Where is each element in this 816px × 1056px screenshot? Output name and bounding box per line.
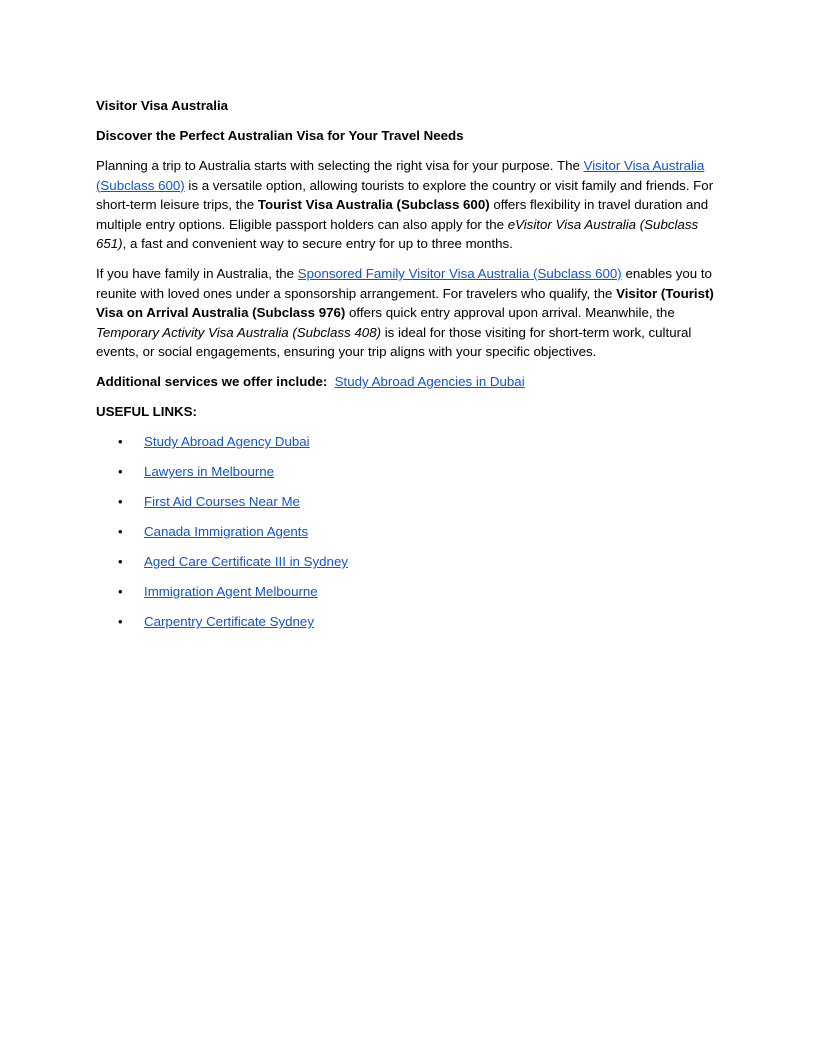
temporary-activity-visa-italic: Temporary Activity Visa Australia (Subclass 408) — [96, 324, 382, 340]
bullet-icon: • — [118, 584, 123, 599]
additional-services-label: Additional services we offer include: — [96, 374, 328, 389]
document-page — [96, 96, 720, 642]
paragraph-text: offers quick entry approval upon arrival. Meanwhile, the — [345, 305, 675, 320]
bullet-icon: • — [118, 524, 123, 539]
paragraph-text: is ideal for those visiting for short-term work, cultural events, or social engagements, ensuring your trip aligns with your specific objectives. — [96, 324, 692, 359]
list-item — [96, 612, 720, 642]
evisitor-visa-italic: eVisitor Visa Australia (Subclass 651) — [96, 216, 699, 251]
list-item — [96, 432, 720, 462]
useful-link[interactable]: Canada Immigration Agents — [144, 524, 309, 539]
additional-services — [96, 372, 720, 392]
list-item — [96, 522, 720, 552]
list-item — [96, 582, 720, 612]
useful-link[interactable]: First Aid Courses Near Me — [144, 494, 300, 509]
paragraph-family — [96, 264, 720, 362]
paragraph-text: Planning a trip to Australia starts with selecting the right visa for your purpose. The — [96, 158, 584, 173]
useful-links-heading: USEFUL LINKS: — [96, 404, 197, 419]
paragraph-text: offers flexibility in travel duration and multiple entry options. Eligible passport holders can also apply for the — [96, 197, 709, 232]
bullet-icon: • — [118, 614, 123, 629]
useful-link[interactable]: Study Abroad Agency Dubai — [144, 434, 310, 449]
list-item — [96, 492, 720, 522]
bullet-icon: • — [118, 554, 123, 569]
useful-link[interactable]: Immigration Agent Melbourne — [144, 584, 318, 599]
bullet-icon: • — [118, 464, 123, 479]
paragraph-text: If you have family in Australia, the — [96, 266, 298, 281]
study-abroad-agencies-link[interactable]: Study Abroad Agencies in Dubai — [334, 374, 525, 389]
document-title: Visitor Visa Australia — [96, 98, 229, 113]
tourist-visa-bold: Tourist Visa Australia (Subclass 600) — [257, 197, 490, 212]
useful-links-list — [96, 432, 720, 642]
visitor-visa-link[interactable]: Visitor Visa Australia (Subclass 600) — [96, 158, 705, 193]
useful-link[interactable]: Lawyers in Melbourne — [144, 464, 275, 479]
visa-on-arrival-bold: Visitor (Tourist) Visa on Arrival Australia (Subclass 976) — [96, 285, 714, 320]
bullet-icon: • — [118, 434, 123, 449]
list-item — [96, 462, 720, 492]
sponsored-family-visa-link[interactable]: Sponsored Family Visitor Visa Australia (Subclass 600) — [297, 266, 622, 281]
useful-link[interactable]: Aged Care Certificate III in Sydney — [144, 554, 348, 569]
paragraph-text: enables you to reunite with loved ones under a sponsorship arrangement. For travelers who qualify, the — [96, 266, 712, 301]
useful-link[interactable]: Carpentry Certificate Sydney — [144, 614, 314, 629]
bullet-icon: • — [118, 494, 123, 509]
paragraph-text: , a fast and convenient way to secure entry for up to three months. — [122, 236, 513, 251]
list-item — [96, 552, 720, 582]
paragraph-intro — [96, 156, 720, 254]
paragraph-text: is a versatile option, allowing tourists to explore the country or visit family and friends. For short-term leisure trips, the — [96, 177, 714, 212]
document-subtitle: Discover the Perfect Australian Visa for Your Travel Needs — [96, 128, 464, 143]
